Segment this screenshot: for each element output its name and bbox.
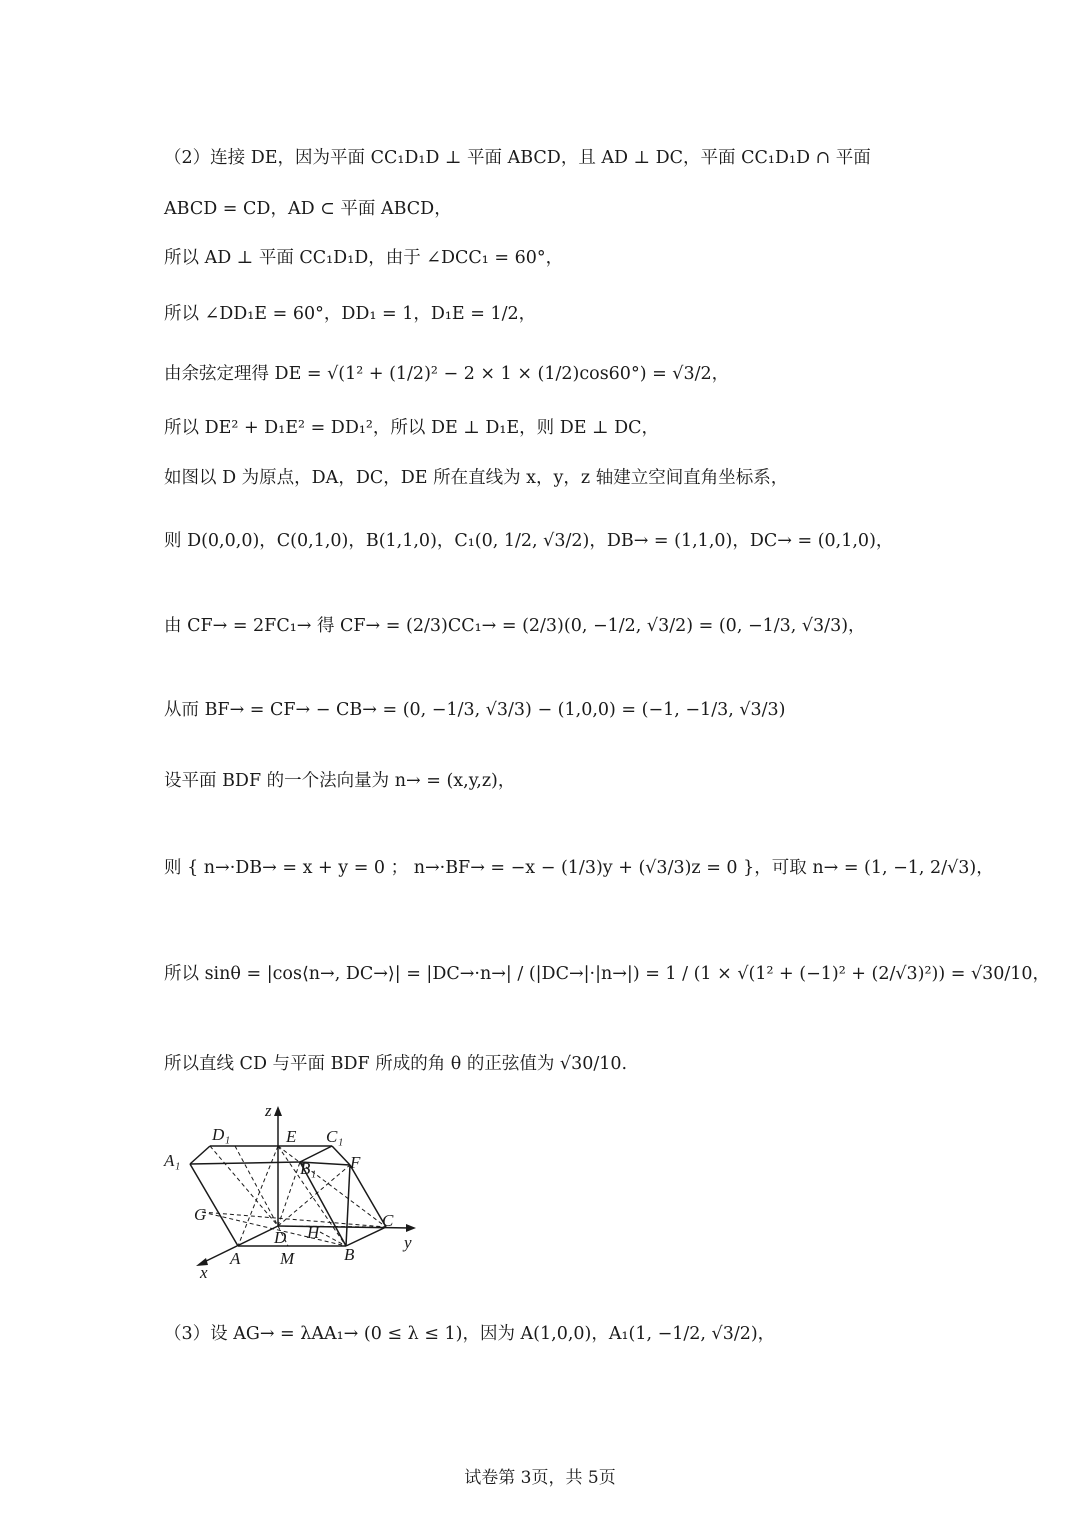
text-line-5: 由余弦定理得 DE = √(1² + (1/2)² − 2 × 1 × (1/2)cos60°) = √3/2， [164, 364, 730, 384]
text-line-11: 设平面 BDF 的一个法向量为 n→ = (x,y,z)， [164, 771, 516, 791]
label-d: D [274, 1228, 287, 1247]
label-a1: A₁ [164, 1151, 181, 1170]
text-line-4: 所以 ∠DD₁E = 60°，DD₁ = 1，D₁E = 1/2， [164, 304, 537, 324]
label-b: B [344, 1245, 355, 1264]
label-g: G [194, 1205, 207, 1224]
text-line-3: 所以 AD ⊥ 平面 CC₁D₁D，由于 ∠DCC₁ = 60°， [164, 248, 564, 268]
label-h: H [307, 1223, 320, 1242]
label-a: A [230, 1249, 241, 1268]
label-c1: C₁ [326, 1127, 344, 1146]
text-line-12: 则 { n→·DB→ = x + y = 0 ； n→·BF→ = −x − (1/3)y + (√3/3)z = 0 }，可取 n→ = (1, −1, 2/√3)， [164, 858, 994, 878]
label-f: F [350, 1153, 361, 1172]
label-c: C [382, 1211, 394, 1230]
label-d1: D₁ [212, 1125, 231, 1144]
label-z: z [265, 1101, 272, 1120]
label-b1: B₁ [300, 1159, 317, 1178]
text-line-8: 则 D(0,0,0)，C(0,1,0)，B(1,1,0)，C₁(0, 1/2, √3/2)，DB→ = (1,1,0)，DC→ = (0,1,0)， [164, 531, 894, 551]
label-e: E [286, 1127, 297, 1146]
label-x: x [200, 1263, 208, 1282]
text-line-10: 从而 BF→ = CF→ − CB→ = (0, −1/3, √3/3) − (1,0,0) = (−1, −1/3, √3/3) [164, 700, 786, 720]
page-footer: 试卷第 3页，共 5页 [464, 1468, 616, 1488]
text-line-13: 所以 sinθ = |cos⟨n→, DC→⟩| = |DC→·n→| / (|DC→|·|n→|) = 1 / (1 × √(1² + (−1)² + (2/√3)²)) = √30/10， [164, 964, 1051, 984]
text-line-14: 所以直线 CD 与平面 BDF 所成的角 θ 的正弦值为 √30/10. [164, 1054, 628, 1074]
label-y: y [404, 1233, 412, 1252]
text-line-6: 所以 DE² + D₁E² = DD₁²，所以 DE ⊥ D₁E，则 DE ⊥ DC， [164, 418, 660, 438]
text-line-9: 由 CF→ = 2FC₁→ 得 CF→ = (2/3)CC₁→ = (2/3)(0, −1/2, √3/2) = (0, −1/3, √3/3)， [164, 616, 866, 636]
text-line-7: 如图以 D 为原点，DA，DC，DE 所在直线为 x，y，z 轴建立空间直角坐标系， [164, 468, 789, 488]
text-line-2: ABCD = CD，AD ⊂ 平面 ABCD， [164, 199, 452, 219]
label-m: M [280, 1249, 295, 1268]
geometry-figure [160, 1098, 430, 1288]
text-line-1: （2）连接 DE，因为平面 CC₁D₁D ⊥ 平面 ABCD，且 AD ⊥ DC，平面 CC₁D₁D ∩ 平面 [164, 148, 871, 168]
text-line-15: （3）设 AG→ = λAA₁→ (0 ≤ λ ≤ 1)，因为 A(1,0,0)，A₁(1, −1/2, √3/2)， [164, 1324, 776, 1344]
